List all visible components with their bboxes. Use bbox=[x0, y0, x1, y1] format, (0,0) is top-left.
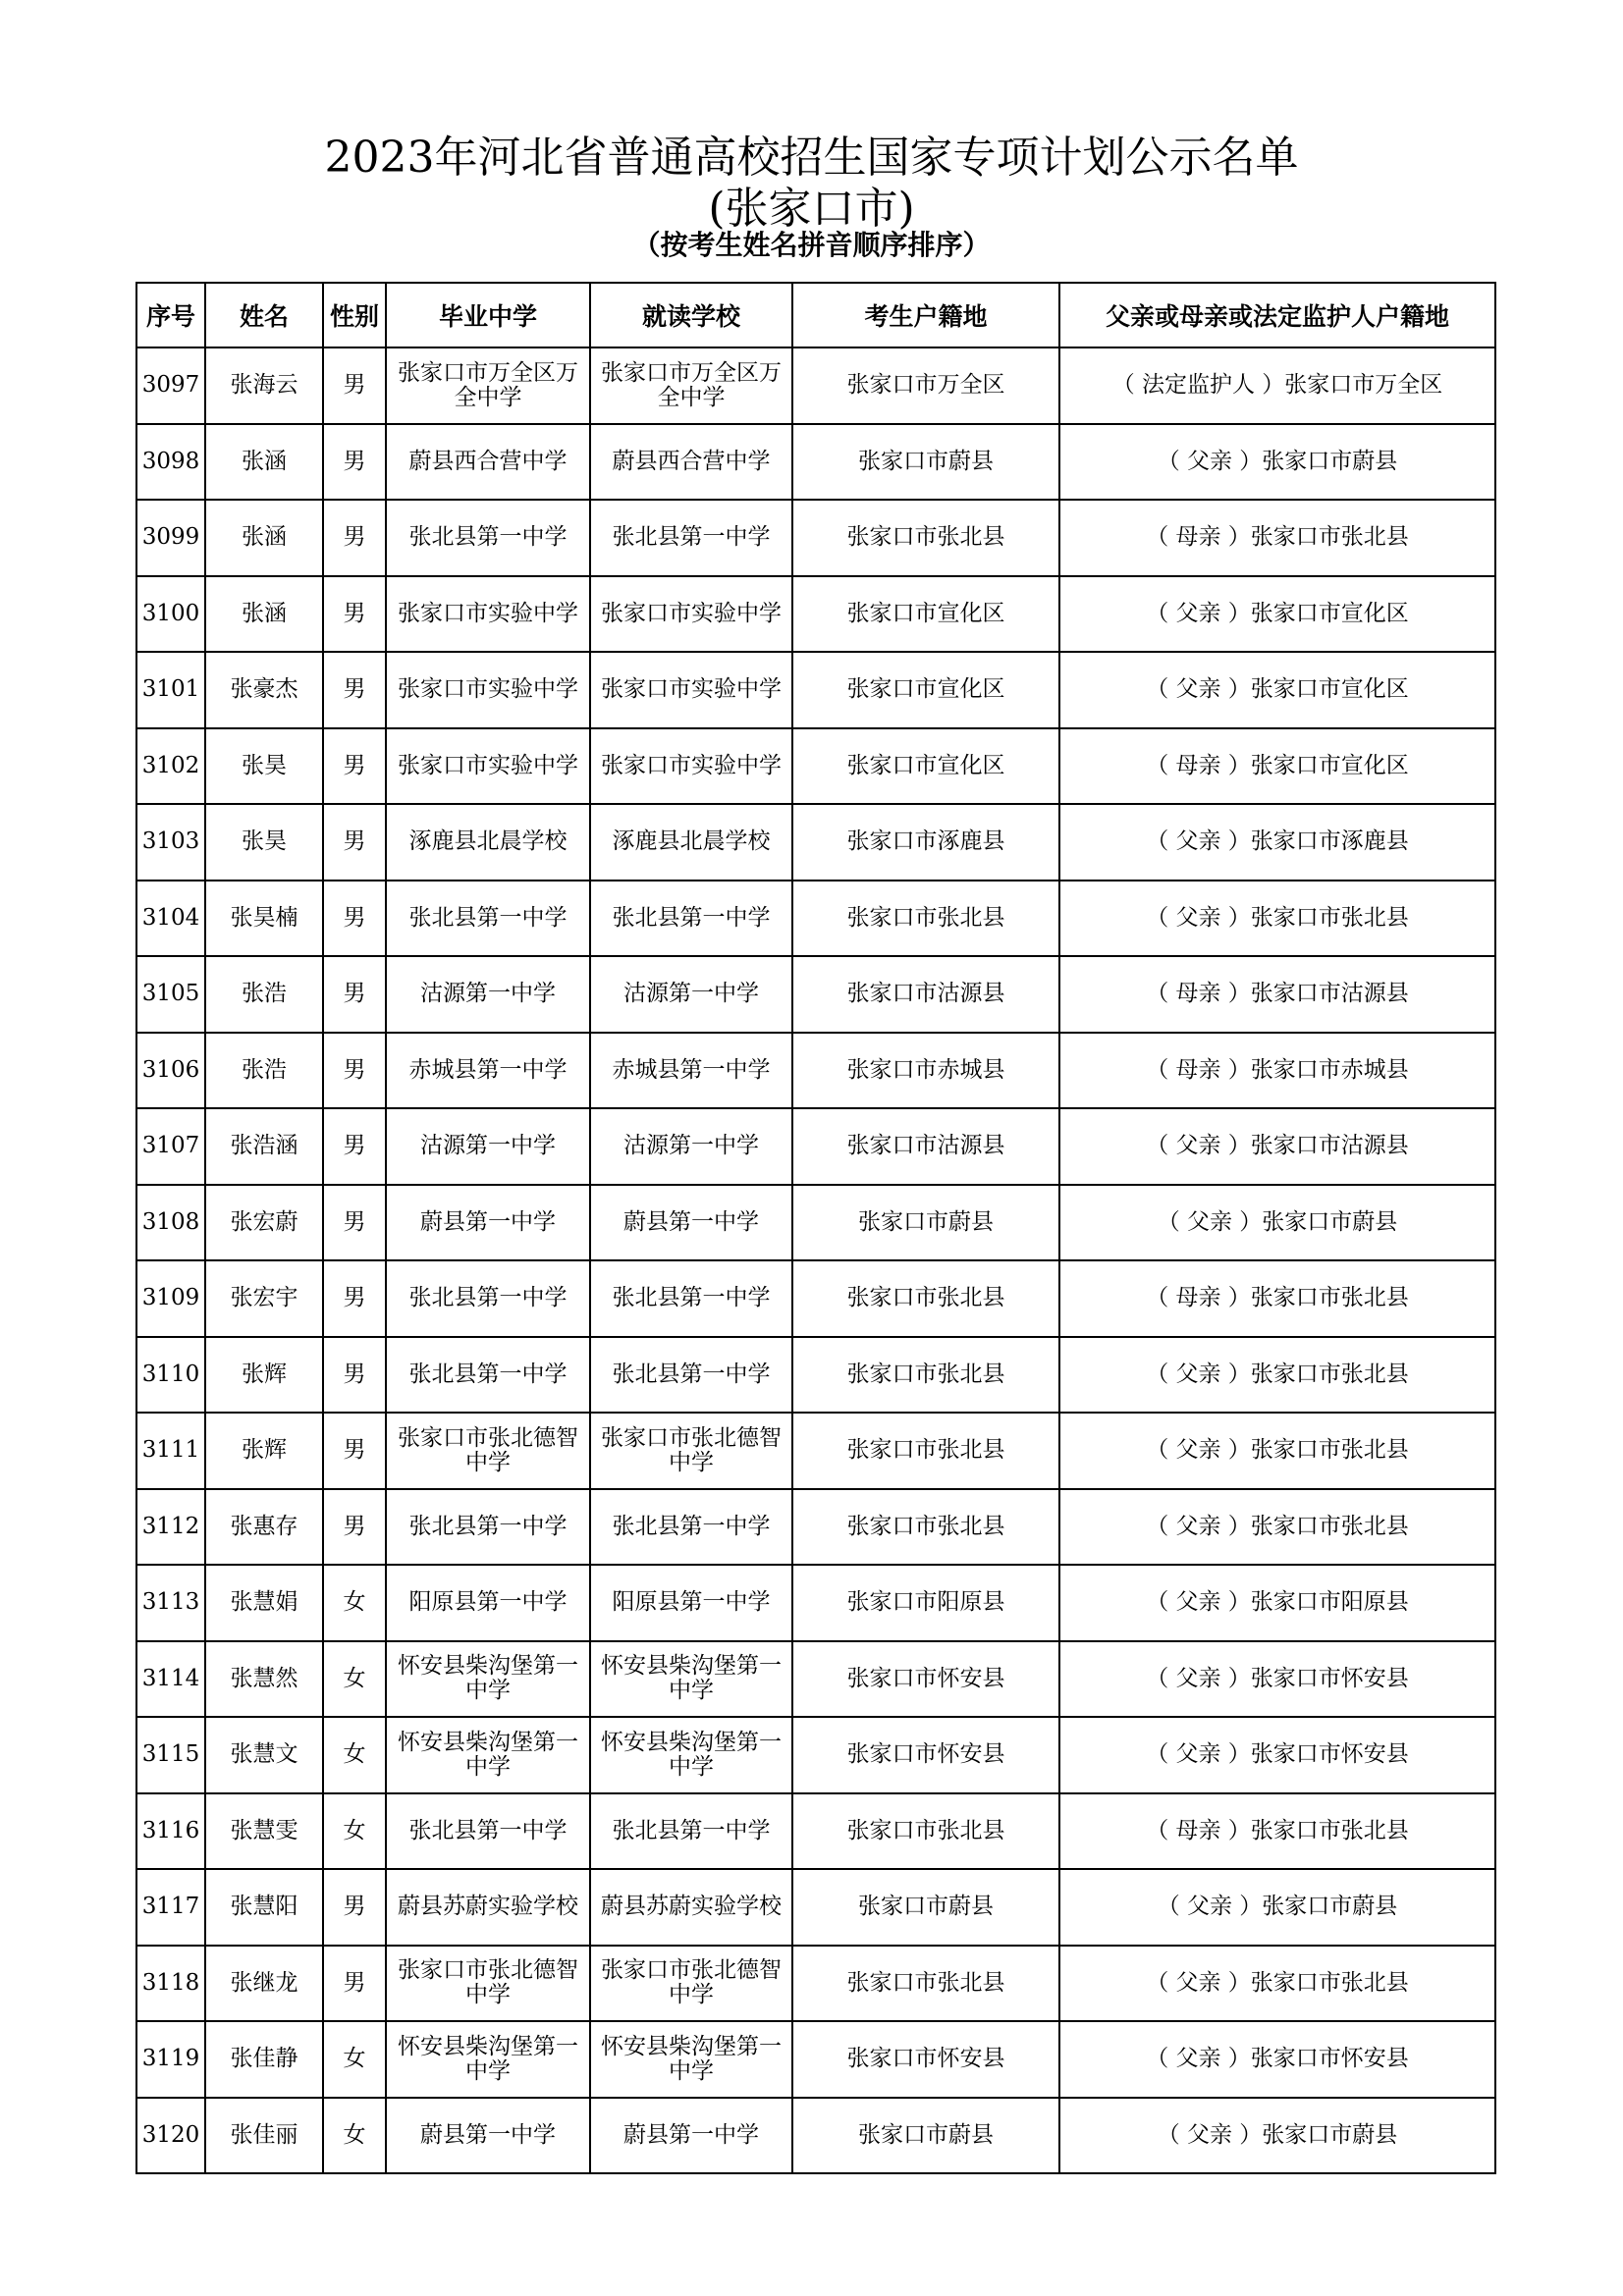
cell-grad-school: 张北县第一中学 bbox=[386, 1489, 590, 1566]
cell-grad-school: 赤城县第一中学 bbox=[386, 1033, 590, 1109]
cell-seq: 3098 bbox=[136, 424, 205, 501]
cell-name: 张慧阳 bbox=[205, 1869, 323, 1946]
cell-current-school: 沽源第一中学 bbox=[590, 1108, 792, 1185]
cell-hukou: 张家口市万全区 bbox=[792, 347, 1059, 424]
cell-sex: 男 bbox=[323, 500, 386, 576]
cell-parent-hukou: （ 法定监护人 ）张家口市万全区 bbox=[1059, 347, 1495, 424]
cell-hukou: 张家口市张北县 bbox=[792, 1260, 1059, 1337]
cell-current-school: 张北县第一中学 bbox=[590, 500, 792, 576]
cell-current-school: 怀安县柴沟堡第一中学 bbox=[590, 1641, 792, 1718]
cell-hukou: 张家口市张北县 bbox=[792, 1337, 1059, 1414]
cell-sex: 男 bbox=[323, 956, 386, 1033]
col-header-hukou: 考生户籍地 bbox=[792, 283, 1059, 347]
table-row bbox=[136, 956, 1495, 1033]
col-header-grad-school: 毕业中学 bbox=[386, 283, 590, 347]
col-header-parent-hukou: 父亲或母亲或法定监护人户籍地 bbox=[1059, 283, 1495, 347]
cell-hukou: 张家口市怀安县 bbox=[792, 2021, 1059, 2098]
table-row bbox=[136, 1108, 1495, 1185]
table-row bbox=[136, 576, 1495, 653]
cell-sex: 男 bbox=[323, 576, 386, 653]
cell-seq: 3110 bbox=[136, 1337, 205, 1414]
cell-sex: 男 bbox=[323, 1413, 386, 1489]
cell-hukou: 张家口市沽源县 bbox=[792, 1108, 1059, 1185]
cell-current-school: 涿鹿县北晨学校 bbox=[590, 804, 792, 881]
cell-parent-hukou: （ 父亲 ）张家口市涿鹿县 bbox=[1059, 804, 1495, 881]
cell-current-school: 沽源第一中学 bbox=[590, 956, 792, 1033]
cell-current-school: 蔚县苏蔚实验学校 bbox=[590, 1869, 792, 1946]
header-row bbox=[136, 283, 1495, 347]
table-row bbox=[136, 1793, 1495, 1870]
cell-hukou: 张家口市涿鹿县 bbox=[792, 804, 1059, 881]
cell-parent-hukou: （ 母亲 ）张家口市宣化区 bbox=[1059, 728, 1495, 805]
cell-sex: 女 bbox=[323, 1641, 386, 1718]
cell-hukou: 张家口市蔚县 bbox=[792, 2098, 1059, 2174]
cell-name: 张慧然 bbox=[205, 1641, 323, 1718]
cell-current-school: 怀安县柴沟堡第一中学 bbox=[590, 1717, 792, 1793]
cell-hukou: 张家口市怀安县 bbox=[792, 1717, 1059, 1793]
cell-name: 张继龙 bbox=[205, 1946, 323, 2022]
cell-seq: 3116 bbox=[136, 1793, 205, 1870]
table-row bbox=[136, 347, 1495, 424]
cell-name: 张慧雯 bbox=[205, 1793, 323, 1870]
cell-seq: 3101 bbox=[136, 652, 205, 728]
cell-hukou: 张家口市宣化区 bbox=[792, 652, 1059, 728]
cell-parent-hukou: （ 父亲 ）张家口市宣化区 bbox=[1059, 576, 1495, 653]
cell-hukou: 张家口市沽源县 bbox=[792, 956, 1059, 1033]
cell-sex: 女 bbox=[323, 1717, 386, 1793]
cell-grad-school: 涿鹿县北晨学校 bbox=[386, 804, 590, 881]
cell-name: 张惠存 bbox=[205, 1489, 323, 1566]
cell-grad-school: 张北县第一中学 bbox=[386, 881, 590, 957]
cell-parent-hukou: （ 父亲 ）张家口市蔚县 bbox=[1059, 2098, 1495, 2174]
cell-current-school: 张北县第一中学 bbox=[590, 1337, 792, 1414]
cell-hukou: 张家口市怀安县 bbox=[792, 1641, 1059, 1718]
cell-seq: 3099 bbox=[136, 500, 205, 576]
cell-current-school: 张家口市万全区万全中学 bbox=[590, 347, 792, 424]
cell-parent-hukou: （ 母亲 ）张家口市张北县 bbox=[1059, 1793, 1495, 1870]
cell-sex: 男 bbox=[323, 1489, 386, 1566]
table-row bbox=[136, 1337, 1495, 1414]
cell-current-school: 怀安县柴沟堡第一中学 bbox=[590, 2021, 792, 2098]
cell-current-school: 张家口市实验中学 bbox=[590, 576, 792, 653]
cell-hukou: 张家口市张北县 bbox=[792, 500, 1059, 576]
cell-name: 张辉 bbox=[205, 1413, 323, 1489]
cell-parent-hukou: （ 父亲 ）张家口市蔚县 bbox=[1059, 424, 1495, 501]
cell-sex: 男 bbox=[323, 1946, 386, 2022]
cell-hukou: 张家口市蔚县 bbox=[792, 1869, 1059, 1946]
cell-current-school: 张家口市张北德智中学 bbox=[590, 1946, 792, 2022]
cell-parent-hukou: （ 父亲 ）张家口市蔚县 bbox=[1059, 1185, 1495, 1261]
cell-hukou: 张家口市宣化区 bbox=[792, 728, 1059, 805]
cell-sex: 男 bbox=[323, 347, 386, 424]
cell-parent-hukou: （ 父亲 ）张家口市阳原县 bbox=[1059, 1565, 1495, 1641]
cell-sex: 男 bbox=[323, 1185, 386, 1261]
cell-name: 张宏宇 bbox=[205, 1260, 323, 1337]
cell-parent-hukou: （ 父亲 ）张家口市怀安县 bbox=[1059, 1641, 1495, 1718]
cell-name: 张涵 bbox=[205, 424, 323, 501]
cell-current-school: 蔚县第一中学 bbox=[590, 1185, 792, 1261]
table-row bbox=[136, 1869, 1495, 1946]
table-row bbox=[136, 728, 1495, 805]
cell-sex: 女 bbox=[323, 1565, 386, 1641]
cell-name: 张佳静 bbox=[205, 2021, 323, 2098]
cell-sex: 女 bbox=[323, 2021, 386, 2098]
cell-hukou: 张家口市宣化区 bbox=[792, 576, 1059, 653]
table-row bbox=[136, 1260, 1495, 1337]
cell-sex: 男 bbox=[323, 804, 386, 881]
col-header-sex: 性别 bbox=[323, 283, 386, 347]
cell-name: 张海云 bbox=[205, 347, 323, 424]
table-row bbox=[136, 1489, 1495, 1566]
cell-sex: 男 bbox=[323, 1260, 386, 1337]
cell-name: 张慧娟 bbox=[205, 1565, 323, 1641]
table-row bbox=[136, 1033, 1495, 1109]
cell-parent-hukou: （ 父亲 ）张家口市张北县 bbox=[1059, 881, 1495, 957]
cell-parent-hukou: （ 母亲 ）张家口市张北县 bbox=[1059, 500, 1495, 576]
cell-parent-hukou: （ 母亲 ）张家口市沽源县 bbox=[1059, 956, 1495, 1033]
cell-grad-school: 蔚县西合营中学 bbox=[386, 424, 590, 501]
cell-seq: 3106 bbox=[136, 1033, 205, 1109]
cell-name: 张昊楠 bbox=[205, 881, 323, 957]
cell-grad-school: 蔚县第一中学 bbox=[386, 1185, 590, 1261]
cell-grad-school: 张家口市万全区万全中学 bbox=[386, 347, 590, 424]
roster-body bbox=[136, 347, 1495, 2173]
cell-seq: 3114 bbox=[136, 1641, 205, 1718]
cell-name: 张辉 bbox=[205, 1337, 323, 1414]
cell-seq: 3097 bbox=[136, 347, 205, 424]
page-title: 2023年河北省普通高校招生国家专项计划公示名单 bbox=[324, 133, 1299, 183]
cell-name: 张豪杰 bbox=[205, 652, 323, 728]
cell-name: 张浩 bbox=[205, 1033, 323, 1109]
cell-sex: 男 bbox=[323, 1033, 386, 1109]
cell-name: 张佳丽 bbox=[205, 2098, 323, 2174]
cell-seq: 3108 bbox=[136, 1185, 205, 1261]
table-row bbox=[136, 1641, 1495, 1718]
col-header-name: 姓名 bbox=[205, 283, 323, 347]
cell-parent-hukou: （ 父亲 ）张家口市怀安县 bbox=[1059, 1717, 1495, 1793]
cell-hukou: 张家口市蔚县 bbox=[792, 1185, 1059, 1261]
cell-hukou: 张家口市张北县 bbox=[792, 1946, 1059, 2022]
cell-current-school: 张北县第一中学 bbox=[590, 1260, 792, 1337]
cell-current-school: 张北县第一中学 bbox=[590, 1489, 792, 1566]
cell-name: 张慧文 bbox=[205, 1717, 323, 1793]
cell-sex: 女 bbox=[323, 1793, 386, 1870]
cell-sex: 男 bbox=[323, 1108, 386, 1185]
cell-seq: 3113 bbox=[136, 1565, 205, 1641]
cell-name: 张宏蔚 bbox=[205, 1185, 323, 1261]
cell-hukou: 张家口市阳原县 bbox=[792, 1565, 1059, 1641]
cell-sex: 男 bbox=[323, 424, 386, 501]
cell-grad-school: 张家口市实验中学 bbox=[386, 728, 590, 805]
cell-current-school: 张家口市张北德智中学 bbox=[590, 1413, 792, 1489]
cell-seq: 3109 bbox=[136, 1260, 205, 1337]
cell-parent-hukou: （ 父亲 ）张家口市张北县 bbox=[1059, 1413, 1495, 1489]
cell-hukou: 张家口市蔚县 bbox=[792, 424, 1059, 501]
cell-grad-school: 蔚县第一中学 bbox=[386, 2098, 590, 2174]
cell-parent-hukou: （ 父亲 ）张家口市沽源县 bbox=[1059, 1108, 1495, 1185]
cell-parent-hukou: （ 父亲 ）张家口市怀安县 bbox=[1059, 2021, 1495, 2098]
cell-parent-hukou: （ 父亲 ）张家口市张北县 bbox=[1059, 1489, 1495, 1566]
cell-seq: 3105 bbox=[136, 956, 205, 1033]
table-row bbox=[136, 424, 1495, 501]
cell-seq: 3103 bbox=[136, 804, 205, 881]
cell-seq: 3112 bbox=[136, 1489, 205, 1566]
cell-parent-hukou: （ 父亲 ）张家口市宣化区 bbox=[1059, 652, 1495, 728]
table-row bbox=[136, 500, 1495, 576]
cell-hukou: 张家口市张北县 bbox=[792, 1793, 1059, 1870]
cell-grad-school: 张北县第一中学 bbox=[386, 1260, 590, 1337]
table-row bbox=[136, 1717, 1495, 1793]
cell-parent-hukou: （ 母亲 ）张家口市张北县 bbox=[1059, 1260, 1495, 1337]
table-row bbox=[136, 1413, 1495, 1489]
cell-seq: 3117 bbox=[136, 1869, 205, 1946]
cell-seq: 3120 bbox=[136, 2098, 205, 2174]
cell-current-school: 蔚县西合营中学 bbox=[590, 424, 792, 501]
cell-current-school: 阳原县第一中学 bbox=[590, 1565, 792, 1641]
cell-current-school: 张北县第一中学 bbox=[590, 881, 792, 957]
cell-grad-school: 阳原县第一中学 bbox=[386, 1565, 590, 1641]
cell-grad-school: 张家口市张北德智中学 bbox=[386, 1413, 590, 1489]
col-header-seq: 序号 bbox=[136, 283, 205, 347]
cell-seq: 3111 bbox=[136, 1413, 205, 1489]
cell-grad-school: 怀安县柴沟堡第一中学 bbox=[386, 1717, 590, 1793]
cell-parent-hukou: （ 父亲 ）张家口市张北县 bbox=[1059, 1946, 1495, 2022]
cell-grad-school: 张北县第一中学 bbox=[386, 500, 590, 576]
cell-sex: 男 bbox=[323, 1337, 386, 1414]
cell-hukou: 张家口市张北县 bbox=[792, 1489, 1059, 1566]
cell-seq: 3100 bbox=[136, 576, 205, 653]
cell-current-school: 蔚县第一中学 bbox=[590, 2098, 792, 2174]
cell-name: 张涵 bbox=[205, 576, 323, 653]
cell-sex: 男 bbox=[323, 881, 386, 957]
cell-hukou: 张家口市张北县 bbox=[792, 881, 1059, 957]
roster-table bbox=[135, 282, 1496, 2174]
cell-sex: 男 bbox=[323, 1869, 386, 1946]
cell-sex: 女 bbox=[323, 2098, 386, 2174]
cell-current-school: 张北县第一中学 bbox=[590, 1793, 792, 1870]
table-row bbox=[136, 1565, 1495, 1641]
cell-seq: 3102 bbox=[136, 728, 205, 805]
table-row bbox=[136, 881, 1495, 957]
cell-seq: 3107 bbox=[136, 1108, 205, 1185]
cell-grad-school: 张北县第一中学 bbox=[386, 1793, 590, 1870]
cell-current-school: 赤城县第一中学 bbox=[590, 1033, 792, 1109]
cell-current-school: 张家口市实验中学 bbox=[590, 652, 792, 728]
table-row bbox=[136, 1185, 1495, 1261]
table-row bbox=[136, 2021, 1495, 2098]
cell-name: 张浩涵 bbox=[205, 1108, 323, 1185]
cell-hukou: 张家口市张北县 bbox=[792, 1413, 1059, 1489]
cell-grad-school: 蔚县苏蔚实验学校 bbox=[386, 1869, 590, 1946]
cell-current-school: 张家口市实验中学 bbox=[590, 728, 792, 805]
cell-seq: 3115 bbox=[136, 1717, 205, 1793]
cell-seq: 3104 bbox=[136, 881, 205, 957]
cell-seq: 3118 bbox=[136, 1946, 205, 2022]
col-header-current-school: 就读学校 bbox=[590, 283, 792, 347]
cell-grad-school: 沽源第一中学 bbox=[386, 956, 590, 1033]
sort-note: （按考生姓名拼音顺序排序） bbox=[632, 229, 991, 261]
table-row bbox=[136, 1946, 1495, 2022]
cell-grad-school: 张家口市实验中学 bbox=[386, 576, 590, 653]
cell-name: 张涵 bbox=[205, 500, 323, 576]
cell-parent-hukou: （ 父亲 ）张家口市蔚县 bbox=[1059, 1869, 1495, 1946]
cell-grad-school: 张家口市实验中学 bbox=[386, 652, 590, 728]
cell-seq: 3119 bbox=[136, 2021, 205, 2098]
cell-sex: 男 bbox=[323, 652, 386, 728]
cell-parent-hukou: （ 母亲 ）张家口市赤城县 bbox=[1059, 1033, 1495, 1109]
cell-name: 张昊 bbox=[205, 728, 323, 805]
cell-sex: 男 bbox=[323, 728, 386, 805]
table-row bbox=[136, 804, 1495, 881]
cell-grad-school: 沽源第一中学 bbox=[386, 1108, 590, 1185]
cell-name: 张昊 bbox=[205, 804, 323, 881]
table-row bbox=[136, 652, 1495, 728]
cell-parent-hukou: （ 父亲 ）张家口市张北县 bbox=[1059, 1337, 1495, 1414]
cell-grad-school: 张家口市张北德智中学 bbox=[386, 1946, 590, 2022]
page-subtitle: (张家口市) bbox=[708, 184, 915, 234]
cell-name: 张浩 bbox=[205, 956, 323, 1033]
cell-grad-school: 怀安县柴沟堡第一中学 bbox=[386, 2021, 590, 2098]
cell-grad-school: 怀安县柴沟堡第一中学 bbox=[386, 1641, 590, 1718]
cell-grad-school: 张北县第一中学 bbox=[386, 1337, 590, 1414]
cell-hukou: 张家口市赤城县 bbox=[792, 1033, 1059, 1109]
table-row bbox=[136, 2098, 1495, 2174]
